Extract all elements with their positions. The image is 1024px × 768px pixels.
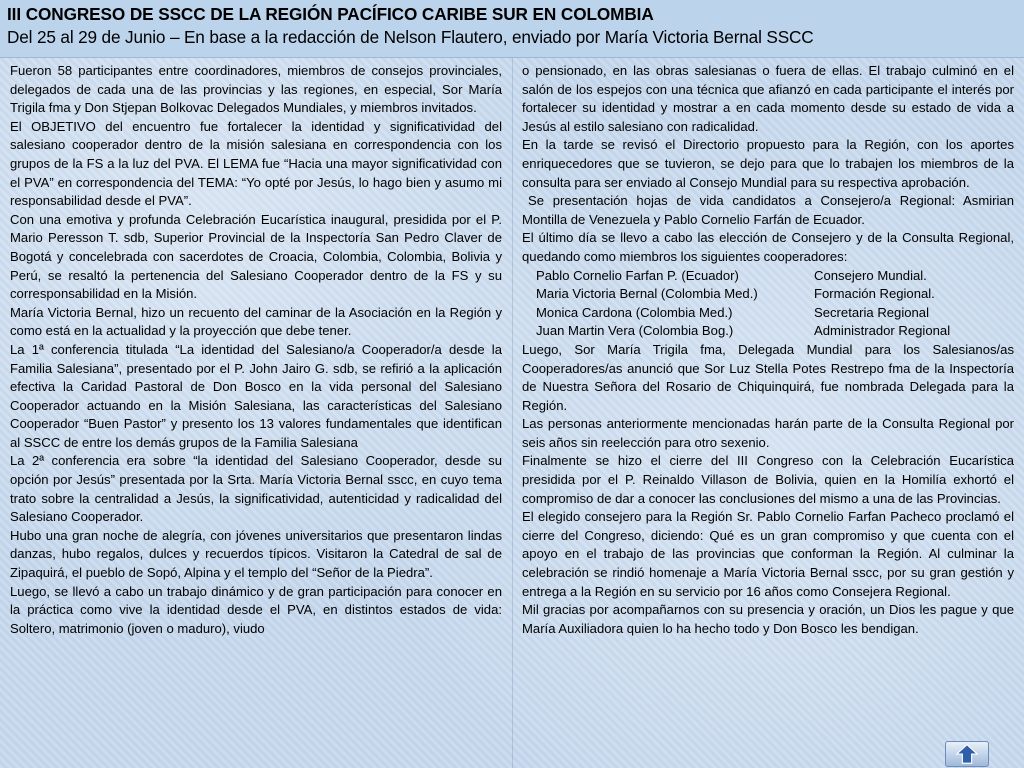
paragraph: Luego, Sor María Trigila fma, Delegada Mundial para los Salesianos/as Cooperadores/as anunció que Sor Luz Stella Potes Restrepo fma de la Inspectoría de Nuestra Señora del Rosario de Chiquinquirá, fue nombrada Delegada para la Región. (522, 341, 1014, 413)
paragraph: María Victoria Bernal, hizo un recuento del caminar de la Asociación en la Región y como está en la actualidad y la proyección que debe tener. (10, 304, 502, 339)
paragraph: Se presentación hojas de vida candidatos a Consejero/a Regional: Asmirian Montilla de Venezuela y Pablo Cornelio Farfán de Ecuador. (522, 193, 1014, 227)
council-member-name: Pablo Cornelio Farfan P. (Ecuador) (536, 267, 739, 283)
council-member (522, 267, 1014, 286)
paragraph: El elegido consejero para la Región Sr. Pablo Cornelio Farfan Pacheco proclamó el cierre del Congreso, diciendo: Qué es un gran compromiso y que cuenta con el apoyo en el trabajo de las provincias que conforman la Región. Al culminar la celebración se rindió homenaje a María Victoria Bernal sscc, por su gran gestión y entrega a la Región en su servicio por 16 años como Consejera Regional. (522, 509, 1014, 599)
paragraph: Luego, se llevó a cabo un trabajo dinámico y de gran participación para conocer en la práctica como vive la identidad desde el PVA, en distintos estados de vida: Soltero, matrimonio (joven o maduro), viudo (10, 583, 502, 636)
left-column (10, 62, 502, 760)
return-up-button[interactable] (945, 741, 989, 767)
paragraph: El OBJETIVO del encuentro fue fortalecer la identidad y significatividad del salesiano cooperador dentro de la misión salesiana en correspondencia con los grupos de la FS a la luz del PVA. El LEMA fue “Hacia una mayor significatividad con el PVA” en correspondencia del TEMA: “Yo opté por Jesús, lo hago bien y asumo mi responsabilidad desde el PVA”. (10, 118, 502, 209)
paragraph: Con una emotiva y profunda Celebración Eucarística inaugural, presidida por el P. Mario Peresson T. sdb, Superior Provincial de la Inspectoría San Pedro Claver de Bogotá y concelebrada con sacerdotes de Croacia, Colombia, Colombia, Bolivia y Perú, se resaltó la pertenencia del Salesiano Cooperador dentro de la FS y su corresponsabilidad en la Misión. (10, 211, 502, 302)
council-member (522, 304, 1014, 323)
right-column (522, 62, 1014, 760)
council-member-name: Monica Cardona (Colombia Med.) (536, 304, 733, 320)
paragraph: La 1ª conferencia titulada “La identidad del Salesiano/a Cooperador/a desde la Familia Salesiana”, presentado por el P. John Jairo G. sdb, se refirió a la aplicación efectiva la Caridad Pastoral de Don Bosco en la vida personal del Salesiano Cooperador actuando en la Misión Salesiana, las características del Salesiano Cooperador “Buen Pastor” y presento los 13 valores fundamentales que identifican al SSCC de entre los demás grupos de la Familia Salesiana (10, 341, 502, 450)
page-title: III CONGRESO DE SSCC DE LA REGIÓN PACÍFICO CARIBE SUR EN COLOMBIA (7, 4, 654, 24)
page-subtitle: Del 25 al 29 de Junio – En base a la redacción de Nelson Flautero, enviado por María Victoria Bernal SSCC (7, 27, 814, 47)
paragraph: o pensionado, en las obras salesianas o fuera de ellas. El trabajo culminó en el salón de los espejos con una técnica que afianzó en cada participante el interés por fortalecer su identidad y mostrar a en cada momento desde su estado de vida a Jesús al estilo salesiano con radicalidad. (522, 63, 1014, 134)
council-member-role: Formación Regional. (814, 286, 935, 302)
paragraph: Mil gracias por acompañarnos con su presencia y oración, un Dios les pague y que María Auxiliadora quien lo ha hecho todo y Don Bosco les bendigan. (522, 602, 1014, 636)
paragraph: En la tarde se revisó el Directorio propuesto para la Región, con los aportes enriquecedores que se tuvieron, se dejo para que lo trabajen los miembros de la consulta para ser enviado al Consejo Mundial para su respectiva aprobación. (522, 137, 1014, 190)
paragraph: Finalmente se hizo el cierre del III Congreso con la Celebración Eucarística presidida por el P. Reinaldo Villason de Bolivia, quien en la Homilía exhortó el compromiso de dar a conocer las conclusiones del mismo a una de las Provincias. (522, 453, 1014, 506)
council-member (522, 285, 1014, 304)
council-member-role: Secretaria Regional (814, 304, 929, 320)
council-member-name: Juan Martin Vera (Colombia Bog.) (536, 323, 734, 339)
paragraph: Las personas anteriormente mencionadas harán parte de la Consulta Regional por seis años sin reelección para otro sexenio. (522, 416, 1014, 450)
paragraph: Fueron 58 participantes entre coordinadores, miembros de consejos provinciales, delegados de cada una de las provincias y las regiones, en especial, Sor María Trigila fma y Don Stjepan Bolkovac Delegados Mundiales, y miembros invitados. (10, 63, 502, 116)
up-arrow-icon (946, 742, 988, 766)
paragraph: La 2ª conferencia era sobre “la identidad del Salesiano Cooperador, desde su opción por Jesús” presentada por la Srta. María Victoria Bernal sscc, en cuyo tema trato sobre la centralidad a Jesús, la significatividad, autenticidad y radicalidad del Salesiano Cooperador. (10, 453, 502, 525)
column-divider (512, 58, 513, 768)
header (0, 0, 1024, 58)
council-member-role: Consejero Mundial. (814, 267, 927, 283)
paragraph: Hubo una gran noche de alegría, con jóvenes universitarios que presentaron lindas danzas, hubo regalos, dulces y recuerdos típicos. Visitaron la Catedral de sal de Zipaquirá, el pueblo de Sopó, Alpina y el templo del “Señor de la Piedra”. (10, 527, 502, 581)
council-member-name: Maria Victoria Bernal (Colombia Med.) (536, 286, 758, 302)
council-member (522, 322, 1014, 341)
council-member-role: Administrador Regional (814, 323, 951, 339)
paragraph: El último día se llevo a cabo las elección de Consejero y de la Consulta Regional, quedando como miembros los siguientes cooperadores: (522, 230, 1014, 264)
